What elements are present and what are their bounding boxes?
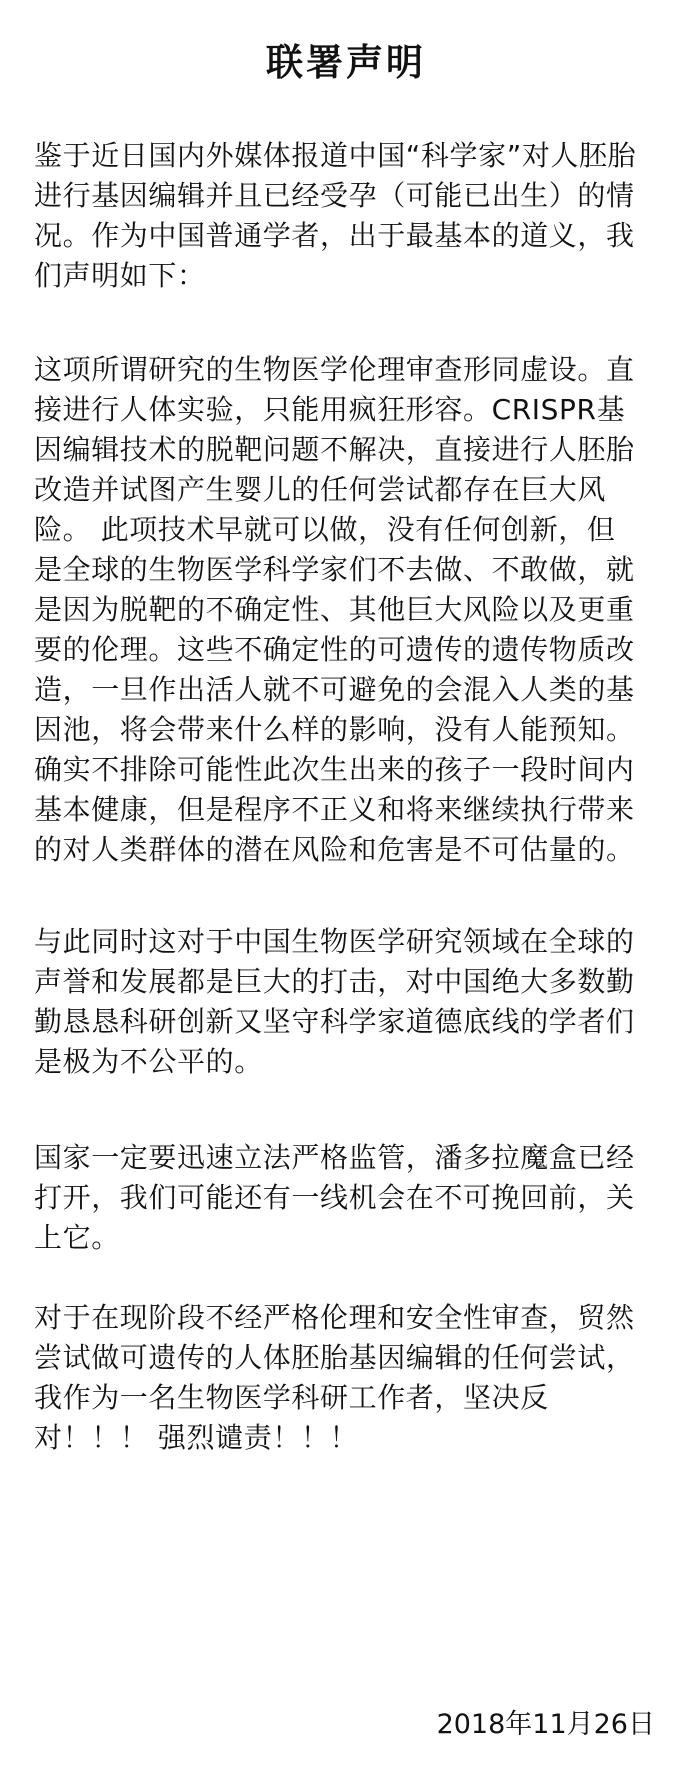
text-line: 对于在现阶段不经严格伦理和安全性审查，贸然 (34, 1301, 635, 1334)
statement-date: 2018年11月26日 (436, 1709, 655, 1740)
text-line: 们声明如下： (34, 259, 206, 292)
text-line: 勤恳恳科研创新又坚守科学家道德底线的学者们 (34, 1005, 635, 1038)
text-line: 接进行人体实验，只能用疯狂形容。CRISPR基 (34, 393, 626, 426)
text-line: 与此同时这对于中国生物医学研究领域在全球的 (34, 925, 635, 958)
text-line: 是极为不公平的。 (34, 1045, 263, 1078)
text-line: 要的伦理。这些不确定性的可遗传的遗传物质改 (34, 633, 635, 666)
text-line: 尝试做可遗传的人体胚胎基因编辑的任何尝试， (34, 1341, 635, 1374)
text-line: 的对人类群体的潜在风险和危害是不可估量的。 (34, 833, 635, 866)
text-line: 进行基因编辑并且已经受孕（可能已出生）的情 (34, 179, 635, 212)
text-line: 确实不排除可能性此次生出来的孩子一段时间内 (34, 753, 635, 786)
text-line: 国家一定要迅速立法严格监管，潘多拉魔盒已经 (34, 1141, 635, 1174)
text-line: 改造并试图产生婴儿的任何尝试都存在巨大风 (34, 473, 607, 506)
text-line: 况。作为中国普通学者，出于最基本的道义，我 (34, 219, 635, 252)
paragraph-intro (34, 136, 636, 296)
paragraph-ethics (34, 350, 635, 870)
text-line: 因池，将会带来什么样的影响，没有人能预知。 (34, 713, 635, 746)
text-line: 险。 此项技术早就可以做，没有任何创新，但 (34, 513, 616, 546)
text-line: 因编辑技术的脱靶问题不解决，直接进行人胚胎 (34, 433, 635, 466)
text-line: 是因为脱靶的不确定性、其他巨大风险以及更重 (34, 593, 635, 626)
text-line: 这项所谓研究的生物医学伦理审查形同虚设。直 (34, 353, 635, 386)
paragraph-impact (34, 922, 635, 1082)
document-title: 联署声明 (266, 41, 426, 84)
text-line: 声誉和发展都是巨大的打击，对中国绝大多数勤 (34, 965, 635, 998)
text-line: 是全球的生物医学科学家们不去做、不敢做，就 (34, 553, 635, 586)
text-line: 对！！！ 强烈谴责！！！ (34, 1421, 359, 1454)
paragraph-condemnation (34, 1298, 635, 1458)
text-line: 基本健康，但是程序不正义和将来继续执行带来 (34, 793, 635, 826)
text-line: 打开，我们可能还有一线机会在不可挽回前，关 (34, 1181, 635, 1214)
paragraph-regulation (34, 1138, 635, 1258)
text-line: 上它。 (34, 1221, 120, 1254)
text-line: 鉴于近日国内外媒体报道中国“科学家”对人胚胎 (34, 139, 637, 172)
text-line: 我作为一名生物医学科研工作者，坚决反 (34, 1381, 549, 1414)
text-line: 造，一旦作出活人就不可避免的会混入人类的基 (34, 673, 635, 706)
